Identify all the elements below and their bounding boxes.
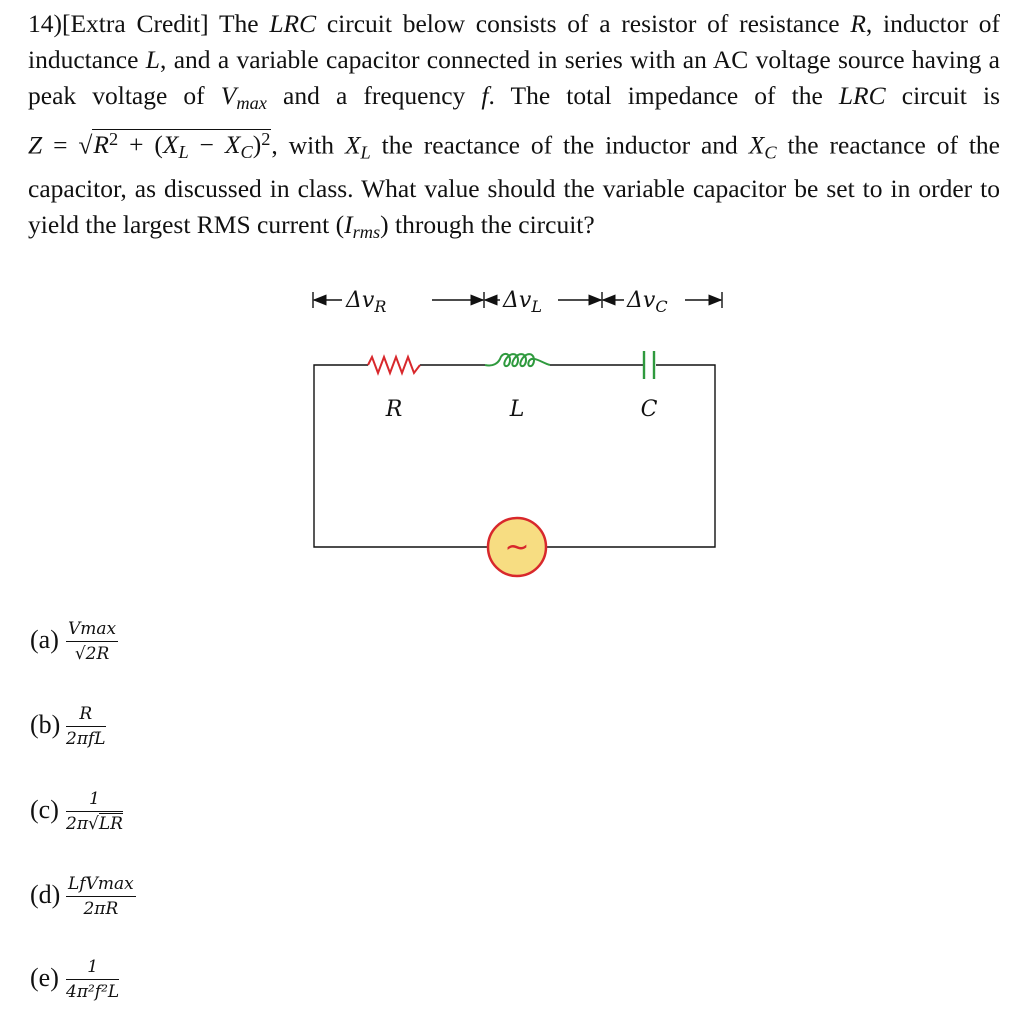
choice-d-numerator: LfVmax bbox=[66, 872, 136, 897]
delta-v-r-label: $\Delta v_R$ bbox=[346, 288, 387, 316]
resistor-label: R bbox=[385, 397, 403, 422]
question-text: 14)[Extra Credit] The LRC circuit below consists of a resistor of resistance R, inductor of inductance L, and a variable capacitor connected in series with an AC voltage source having a peak voltage of $V_{max}$ and a frequency f. The total impedance of the LRC circuit is $Z = √R^2 + (X_L - X_C)^2$, with $X_L$ the reactance of the inductor and $X_C$ the reactance of the capacitor, as discussed in class. What value should the variable capacitor be set to in order to yield the largest RMS current $(I_{rms})$ through the circuit? bbox=[28, 9, 1001, 242]
choice-c-denominator: 2π√LR bbox=[66, 814, 123, 834]
choice-a-label: (a) bbox=[30, 625, 59, 654]
choice-b-numerator: R bbox=[66, 702, 106, 727]
choice-e-fraction bbox=[66, 955, 119, 1004]
delta-v-c-label: $\Delta v_C$ bbox=[627, 288, 668, 316]
choice-d-label: (d) bbox=[30, 880, 61, 909]
delta-v-l-label: $\Delta v_L$ bbox=[503, 288, 542, 316]
choice-e-denominator: 4π²f²L bbox=[66, 982, 120, 1002]
choice-d-denominator: 2πR bbox=[83, 899, 119, 919]
choice-b-fraction bbox=[66, 702, 106, 751]
resistor-symbol bbox=[368, 357, 420, 373]
choice-a-numerator: Vmax bbox=[66, 617, 118, 642]
inductor-label: L bbox=[509, 397, 525, 422]
inductor-symbol bbox=[485, 354, 550, 366]
choice-b-denominator: 2πfL bbox=[66, 729, 106, 749]
choice-d-fraction bbox=[66, 872, 136, 921]
choice-b-label: (b) bbox=[30, 710, 61, 739]
capacitor-symbol bbox=[644, 351, 654, 379]
choice-c-numerator: 1 bbox=[66, 787, 123, 812]
choice-c-label: (c) bbox=[30, 795, 59, 824]
choice-c-fraction bbox=[66, 787, 123, 836]
lrc-circuit-diagram bbox=[300, 275, 740, 580]
capacitor-label: C bbox=[640, 397, 658, 422]
choice-e-label: (e) bbox=[30, 963, 59, 992]
choice-a-fraction bbox=[66, 617, 118, 666]
impedance-formula: $Z = √R^2 + (X_L - X_C)^2$ bbox=[28, 129, 271, 163]
choice-a-denominator: √2R bbox=[74, 644, 110, 664]
ac-source-icon bbox=[488, 518, 546, 576]
svg-text:~: ~ bbox=[504, 530, 530, 565]
choice-e-numerator: 1 bbox=[66, 955, 119, 980]
